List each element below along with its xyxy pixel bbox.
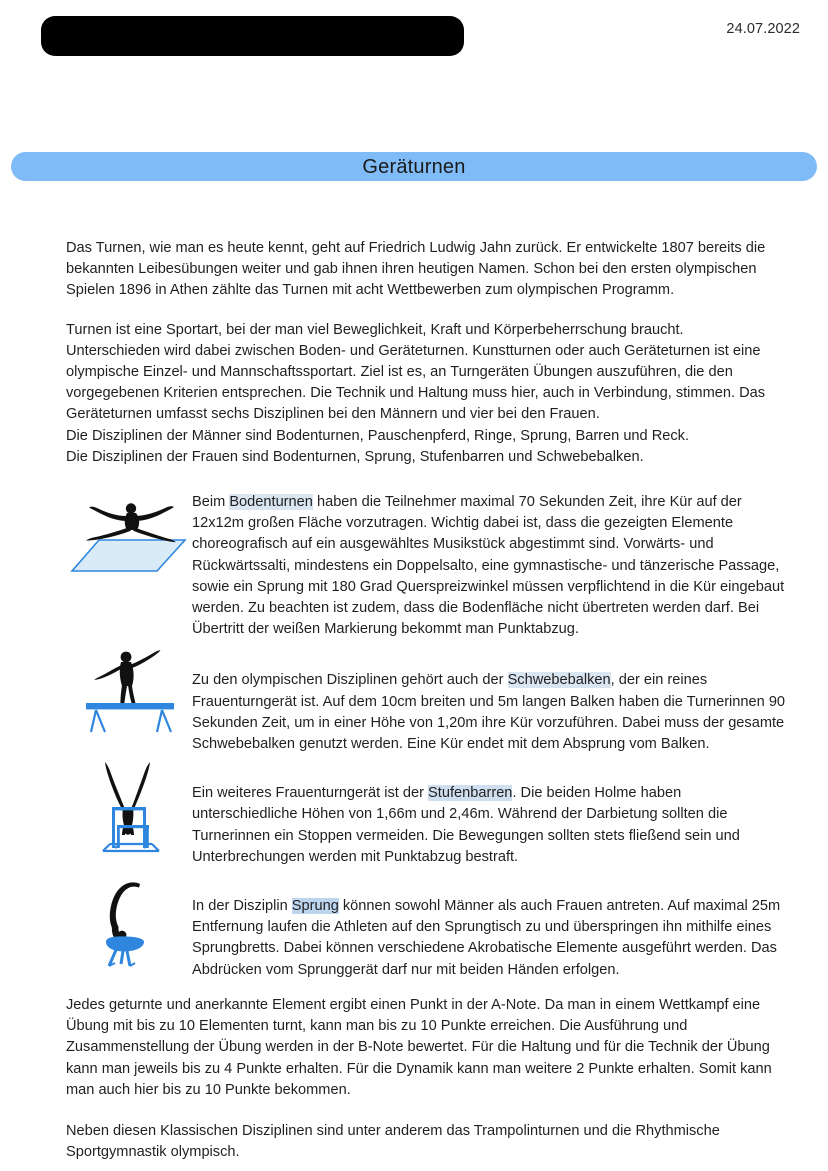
redacted-name-block (41, 16, 464, 56)
discipline-figure (66, 642, 192, 738)
discipline-figure (66, 490, 192, 574)
closing-paragraph-1: Jedes geturnte und anerkannte Element ergibt einen Punkt in der A-Note. Da man in einem Wettkampf eine Übung mit bis zu 10 Elementen turnt, kann man bis zu 10 Punkte erreichen. Die Ausführung und Zusammenstellung der Übung werden in der B-Note bewertet. Für die Haltung und für die Technik der Übung kann man jeweils bis zu 4 Punkte erhalten. Für die Dynamik kann man weitere 2 Punkte erhalten. Somit kann man auch hier bis zu 10 Punkte bekommen. (66, 996, 772, 1098)
discipline-text (192, 642, 788, 755)
balance-beam-icon (74, 644, 184, 738)
discipline-text (192, 490, 788, 640)
discipline-keyword: Bodenturnen (229, 494, 313, 511)
discipline-text-after: , der ein reines Frauenturngerät ist. Auf dem 10cm breiten und 5m langen Balken haben die Turnerinnen 90 Sekunden Zeit, um in einer Höhe von 1,20m ihre Kür vorzuführen. Dabei muss der gesamte Schwebebalken genutzt werden. Eine Kür endet mit dem Absprung vom Balken. (192, 672, 786, 753)
header-date: 24.07.2022 (726, 21, 800, 37)
intro-paragraph-2-line-2: Unterschieden wird dabei zwischen Boden- und Geräteturnen. Kunstturnen oder auch Geräteturnen ist eine olympische Einzel- und Mannschaftssportart. Ziel ist es, an Turngeräten Übungen auszuführen, die den vorgegebenen Kriterien entsprechen. Die Technik und Haltung muss hier, auch in Verbindung, stimmen. Das Geräteturnen umfasst sechs Disziplinen bei den Männern und vier bei den Frauen. (66, 342, 766, 423)
closing-paragraph-2: Neben diesen Klassischen Disziplinen sind unter anderem das Trampolinturnen und die Rhythmische Sportgymnastik olympisch. (66, 1122, 720, 1161)
vault-icon (82, 878, 176, 968)
page-header (0, 0, 828, 80)
discipline-row (66, 874, 788, 981)
intro-paragraph-2-line-1: Turnen ist eine Sportart, bei der man viel Beweglichkeit, Kraft und Körperbeherrschung braucht. (66, 321, 684, 338)
discipline-row (66, 642, 788, 755)
discipline-keyword: Sprung (291, 898, 339, 915)
document-body (66, 238, 788, 1163)
intro-paragraph-2-line-3: Die Disziplinen der Männer sind Bodenturnen, Pauschenpferd, Ringe, Sprung, Barren und Reck. (66, 427, 690, 444)
discipline-text-after: können sowohl Männer als auch Frauen antreten. Auf maximal 25m Entfernung laufen die Athleten auf den Sprungtisch zu und überspringen ihn mithilfe eines Sprungbretts. Dabei können verschiedene Akrobatische Elemente ausgeführt werden. Das Abdrücken vom Sprunggerät darf nur mit beiden Händen erfolgen. (192, 898, 781, 978)
discipline-keyword: Stufenbarren (428, 785, 513, 802)
discipline-text-before: Zu den olympischen Disziplinen gehört auch der (192, 672, 508, 689)
discipline-row (66, 759, 788, 868)
discipline-text-before: Ein weiteres Frauenturngerät ist der (192, 785, 429, 802)
discipline-list (66, 490, 788, 981)
discipline-text (192, 874, 788, 981)
page-title: Geräturnen (362, 155, 466, 178)
title-banner (11, 152, 817, 181)
floor-exercise-icon (69, 500, 189, 574)
intro-paragraph-2-line-4: Die Disziplinen der Frauen sind Bodenturnen, Sprung, Stufenbarren und Schwebebalken. (66, 448, 644, 465)
discipline-row (66, 490, 788, 640)
discipline-keyword: Schwebebalken (507, 672, 611, 689)
intro-paragraph-1: Das Turnen, wie man es heute kennt, geht auf Friedrich Ludwig Jahn zurück. Er entwickelte 1807 bereits die bekannten Leibesübungen weiter und gab ihnen ihren heutigen Namen. Schon bei den ersten olympischen Spielen 1896 in Athen zählte das Turnen mit acht Wettbewerben zum olympischen Programm. (66, 240, 766, 299)
discipline-figure (66, 759, 192, 855)
discipline-figure (66, 874, 192, 968)
discipline-text-after: . Die beiden Holme haben unterschiedliche Höhen von 1,66m und 2,46m. Während der Darbietung sollten die Turnerinnen ein Stoppen vermeiden. Die Bewegungen sollten stets fließend sein und Unterbrechungen werden mit Punktabzug bestraft. (192, 785, 740, 865)
discipline-text-before: In der Disziplin (192, 898, 292, 915)
discipline-text-after: haben die Teilnehmer maximal 70 Sekunden Zeit, ihre Kür auf der 12x12m großen Fläche vorzutragen. Wichtig dabei ist, dass die gezeigten Elemente choreografisch auf ein ausgewähltes Musikstück abgestimmt sind. Vorwärts- und Rückwärtssalti, mindestens ein Doppelsalto, eine gymnastische- und tänzerische Passage, sowie ein Sprung mit 180 Grad Querspreizwinkel müssen verpflichtend in die Kür eingebaut werden. Zu beachten ist zudem, dass die Bodenfläche nicht übertreten werden darf. Bei Übertritt der weißen Markierung bekommt man Punktabzug. (192, 494, 785, 638)
discipline-text-before: Beim (192, 494, 230, 511)
discipline-text (192, 759, 788, 868)
uneven-bars-icon (79, 759, 179, 855)
closing-block (66, 995, 788, 1163)
